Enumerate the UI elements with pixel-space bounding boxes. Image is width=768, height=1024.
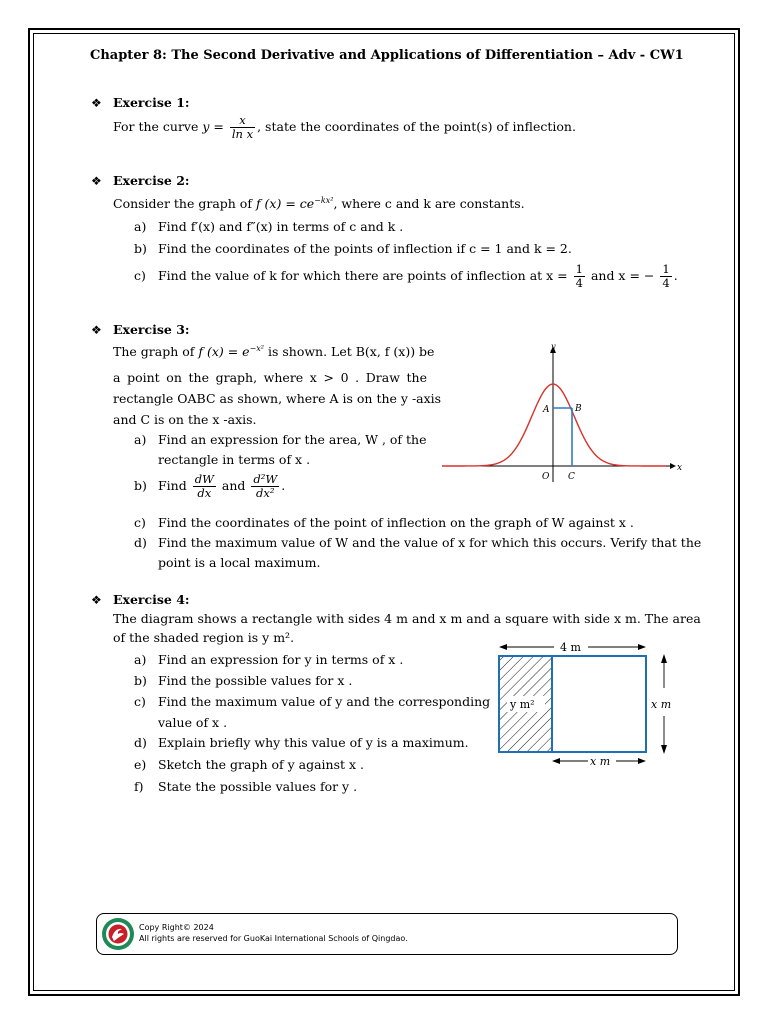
exercise-3-heading: Exercise 3: [113, 322, 190, 337]
arrowhead-icon [661, 654, 667, 663]
shaded-label: y m² [510, 698, 535, 711]
bullet-icon: ❖ [91, 323, 102, 337]
graph-x-label: x [677, 463, 683, 473]
arrowhead-icon [661, 745, 667, 754]
exercise-4-heading: Exercise 4: [113, 592, 190, 607]
exercise-1-text: For the curve y = $\frac{x}{\text{ln x}}$ , state the coordinates of the point(s) of inflection. [113, 113, 576, 142]
exercise-3-line-2: a point on the graph, where x > 0 . Draw the [113, 370, 427, 385]
graph-c-label: C [568, 472, 575, 482]
exercise-4-intro-2: of the shaded region is y m². [113, 630, 295, 645]
bullet-icon: ❖ [91, 174, 102, 188]
graph-b-label: B [575, 404, 582, 414]
exercise-4-part-c-cont: value of x . [158, 715, 228, 730]
exercise-2-heading: Exercise 2: [113, 173, 190, 188]
exercise-3-line-4: and C is on the x -axis. [113, 412, 257, 427]
exercise-3-part-d-cont: point is a local maximum. [158, 555, 321, 570]
exercise-3-part-d: d) Find the maximum value of W and the value of x for which this occurs. Verify that the [134, 535, 702, 550]
exercise-4-part-f: f) State the possible values for y . [134, 779, 358, 794]
bell-curve-graph [440, 340, 683, 485]
footer-copyright-box [96, 913, 678, 955]
exercise-4-intro-1: The diagram shows a rectangle with sides 4 m and x m and a square with side x m. The area [113, 611, 701, 626]
exercise-3-line-1: The graph of f $(x) = e^{-x^2}$ is shown. Let B(x, f (x)) be [113, 344, 435, 360]
width-label: 4 m [560, 641, 581, 654]
exercise-3-part-b: b) Find $\frac{dW}{dx}$ and $\frac{\text{d²W}}{\text{dx²}}$ . [134, 472, 286, 501]
bell-curve [442, 384, 666, 466]
height-label: x m [651, 698, 672, 711]
exercise-2-part-c: c) Find the value of k for which there are points of inflection at x = $\frac{1}{4}$ and x = − $\frac{1}{4}$ . [134, 262, 678, 291]
exercise-1-heading: Exercise 1: [113, 95, 190, 110]
arrowhead-icon [638, 644, 646, 650]
exercise-3-part-a-cont: rectangle in terms of x . [158, 452, 311, 467]
exercise-2-part-a: a) Find f′(x) and f″(x) in terms of c and k . [134, 219, 404, 234]
arrowhead-icon [499, 644, 507, 650]
footer-copyright: Copy Right© 2024 [139, 923, 214, 932]
exercise-4-part-e: e) Sketch the graph of y against x . [134, 757, 365, 772]
arrowhead-icon [552, 758, 560, 764]
arrowhead-icon [638, 758, 646, 764]
graph-origin-label: O [542, 472, 550, 482]
exercise-2-part-b: b) Find the coordinates of the points of inflection if c = 1 and k = 2. [134, 241, 572, 256]
bullet-icon: ❖ [91, 593, 102, 607]
bullet-icon: ❖ [91, 96, 102, 110]
exercise-3-part-c: c) Find the coordinates of the point of inflection on the graph of W against x . [134, 515, 634, 530]
exercise-3-line-3: rectangle OABC as shown, where A is on the y -axis [113, 391, 442, 406]
footer-rights: All rights are reserved for GuoKai International Schools of Qingdao. [139, 934, 408, 943]
school-logo-icon [101, 917, 135, 951]
square-side-label: x m [590, 755, 611, 768]
exercise-4-part-c: c) Find the maximum value of y and the corresponding [134, 694, 491, 709]
x-axis-arrow-icon [670, 463, 676, 469]
graph-a-label: A [543, 405, 550, 415]
rectangle-square-diagram [492, 638, 684, 772]
graph-y-label: y [551, 342, 556, 351]
exercise-2-intro: Consider the graph of f $(x) = ce^{-kx^2}$, where c and k are constants. [113, 196, 525, 212]
exercise-4-part-b: b) Find the possible values for x . [134, 673, 353, 688]
exercise-4-part-d: d) Explain briefly why this value of y is a maximum. [134, 735, 469, 750]
page-title: Chapter 8: The Second Derivative and Applications of Differentiation – Adv - CW1 [90, 48, 684, 63]
exercise-3-part-a: a) Find an expression for the area, W , of the [134, 432, 427, 447]
exercise-4-part-a: a) Find an expression for y in terms of x . [134, 652, 404, 667]
